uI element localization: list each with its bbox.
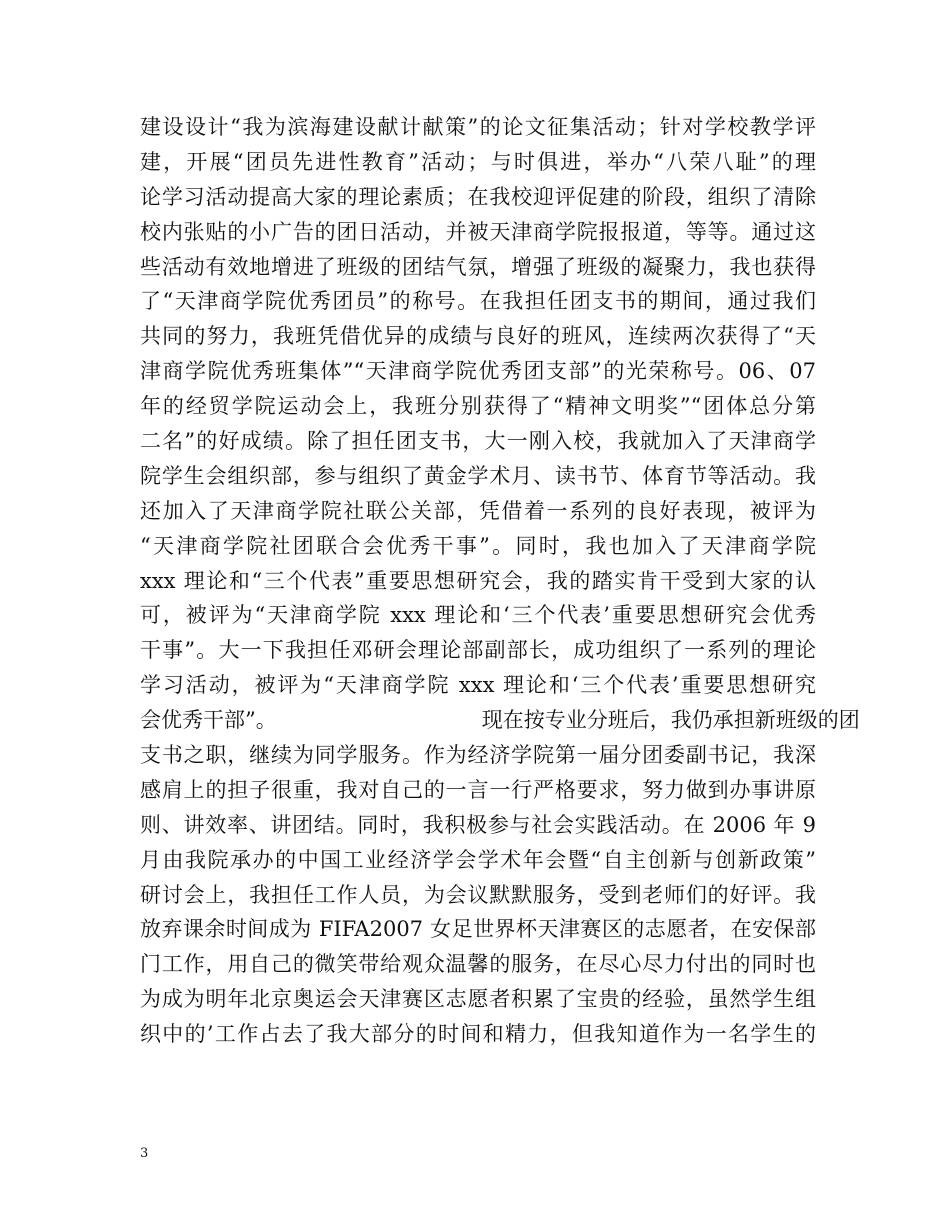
text-line-3: 论学习活动提高大家的理论素质；在我校迎评促建的阶段，组织了清除 [140, 184, 816, 209]
text-line-9: 年的经贸学院运动会上，我班分别获得了“精神文明奖”“团体总分第 [140, 394, 816, 419]
text-line-15: 可，被评为“天津商学院 xxx 理论和‘三个代表’重要思想研究会优秀 [140, 603, 816, 628]
text-line-8: 津商学院优秀班集体”“天津商学院优秀团支部”的光荣称号。06、07 [140, 359, 816, 384]
text-line-11: 院学生会组织部，参与组织了黄金学术月、读书节、体育节等活动。我 [140, 463, 816, 488]
text-line-18-part-1: 会优秀干部”。 [140, 708, 277, 733]
text-line-2: 建，开展“团员先进性教育”活动；与时俱进，举办“八荣八耻”的理 [140, 149, 816, 174]
text-line-21: 则、讲效率、讲团结。同时，我积极参与社会实践活动。在 2006 年 9 [140, 812, 816, 837]
text-line-13: “天津商学院社团联合会优秀干事”。同时，我也加入了天津商学院 [140, 533, 816, 558]
text-line-18 [140, 703, 860, 738]
page-number: 3 [140, 1146, 149, 1161]
text-line-18-part-2: 现在按专业分班后，我仍承担新班级的团 [481, 708, 860, 733]
text-line-22: 月由我院承办的中国工业经济学会学术年会暨“自主创新与创新政策” [140, 847, 816, 872]
text-line-6: 了“天津商学院优秀团员”的称号。在我担任团支书的期间，通过我们 [140, 289, 816, 314]
text-line-23: 研讨会上，我担任工作人员，为会议默默服务，受到老师们的好评。我 [140, 882, 816, 907]
text-line-25: 门工作，用自己的微笑带给观众温馨的服务，在尽心尽力付出的同时也 [140, 952, 816, 977]
text-line-26: 为成为明年北京奥运会天津赛区志愿者积累了宝贵的经验，虽然学生组 [140, 987, 816, 1012]
text-line-4: 校内张贴的小广告的团日活动，并被天津商学院报报道，等等。通过这 [140, 219, 816, 244]
text-line-10: 二名”的好成绩。除了担任团支书，大一刚入校，我就加入了天津商学 [140, 429, 816, 454]
text-line-24: 放弃课余时间成为 FIFA2007 女足世界杯天津赛区的志愿者，在安保部 [140, 917, 816, 942]
text-line-20: 感肩上的担子很重，我对自己的一言一行严格要求，努力做到办事讲原 [140, 777, 816, 802]
text-line-27: 织中的’工作占去了我大部分的时间和精力，但我知道作为一名学生的 [140, 1022, 816, 1047]
text-line-7: 共同的努力，我班凭借优异的成绩与良好的班风，连续两次获得了“天 [140, 324, 816, 349]
text-line-16: 干事”。大一下我担任邓研会理论部副部长，成功组织了一系列的理论 [140, 638, 816, 663]
text-line-17: 学习活动，被评为“天津商学院 xxx 理论和‘三个代表’重要思想研究 [140, 673, 816, 698]
text-line-5: 些活动有效地增进了班级的团结气氛，增强了班级的凝聚力，我也获得 [140, 254, 816, 279]
text-line-19: 支书之职，继续为同学服务。作为经济学院第一届分团委副书记，我深 [140, 743, 816, 768]
text-line-14: xxx 理论和“三个代表”重要思想研究会，我的踏实肯干受到大家的认 [140, 568, 816, 593]
body-text [140, 110, 860, 1052]
text-line-1: 建设设计“我为滨海建设献计献策”的论文征集活动；针对学校教学评 [140, 115, 816, 139]
text-line-12: 还加入了天津商学院社联公关部，凭借着一系列的良好表现，被评为 [140, 498, 816, 523]
